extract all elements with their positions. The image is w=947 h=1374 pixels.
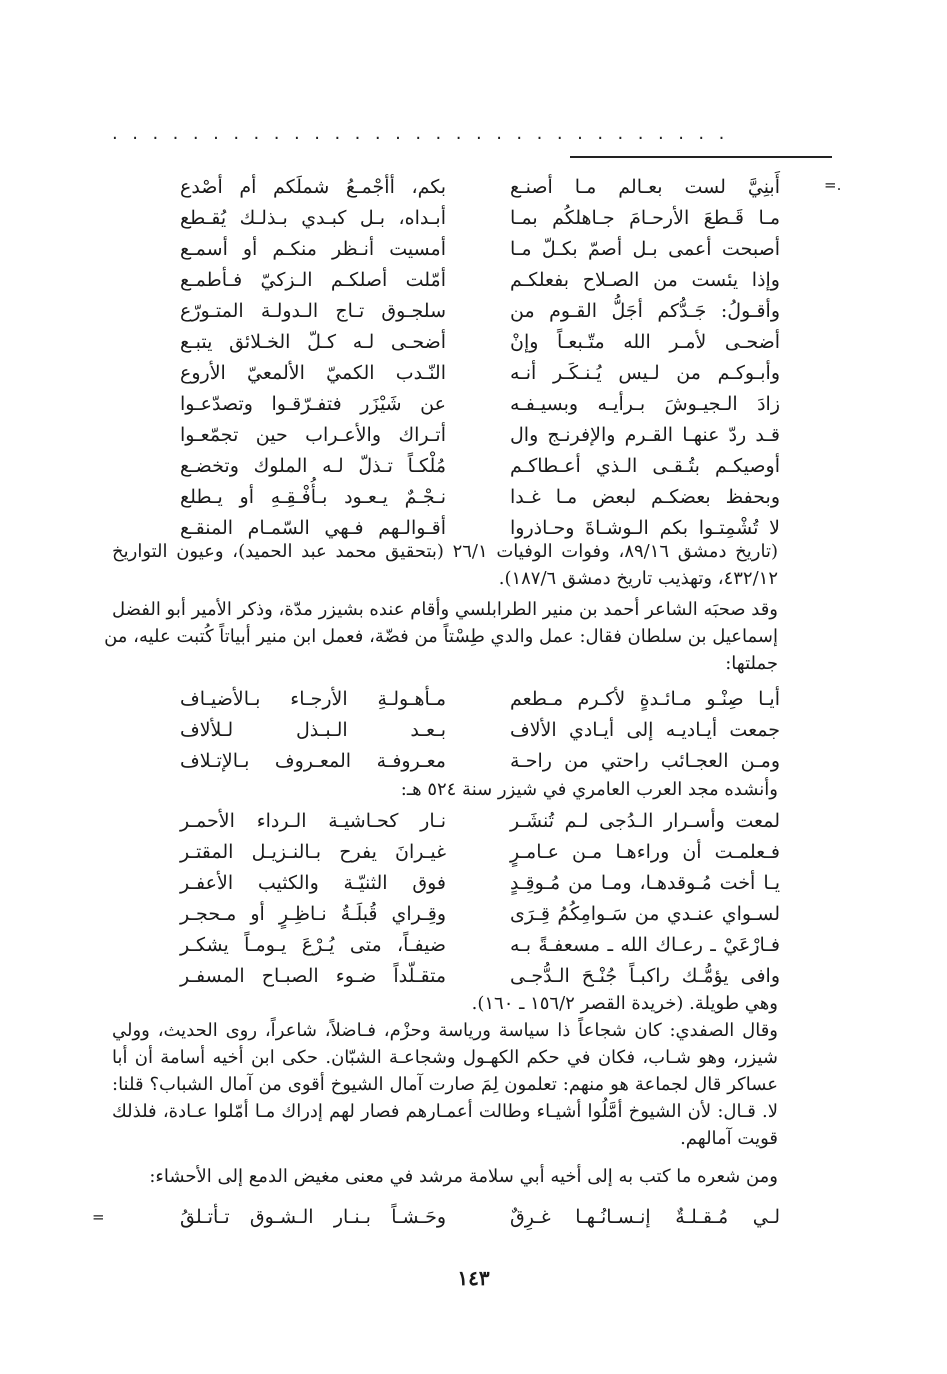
decorative-dotted-line: ............................... <box>112 124 739 144</box>
verse-line <box>180 420 780 451</box>
verse-line <box>180 806 780 837</box>
text-line: ومن شعره ما كتب به إلى أخيه أبي سلامة مرشد في معنى مغيض الدمع إلى الأحشاء: <box>149 1166 778 1187</box>
verse-second-hemistich: غيـرانَ يفرح بـالنـزيـل المقتـر <box>180 841 446 863</box>
text-line: قويت آمالهم. <box>680 1128 778 1149</box>
verse-line <box>180 746 780 777</box>
verse-line <box>180 296 780 327</box>
text-line: شيزر، وهو شـاب، فكان في حكم الكهـول وشجاعـة الشبّان. حكى ابن أخيه أسامة أن أبا <box>112 1047 778 1068</box>
paragraph-6 <box>112 1163 778 1190</box>
paragraph-3 <box>112 776 778 803</box>
text-line: (تاريخ دمشق ٨٩/١٦، وفوات الوفيات ٢٦/١ (بتحقيق محمد عبد الحميد)، وعيون التواريخ <box>112 541 778 562</box>
verse-second-hemistich: نـجْـمٌ يـعـود بـأُفْـقِـهِ أو يـطلع <box>180 486 446 508</box>
verse-second-hemistich: بـعـد الـبـذل لـلألاف <box>180 719 446 741</box>
text-line: وأنشده مجد العرب العامري في شيزر سنة ٥٢٤ هـ: <box>400 779 778 800</box>
verse-line <box>180 684 780 715</box>
text-line: لا. قـال: لأن الشيوخ أمَّلُوا أشيـاء وطالت أعمـارهم فصار لهم إدراك مـا أمّلوا عـادة، فلذلك <box>112 1101 778 1122</box>
verse-first-hemistich: قـد ردّ عنهـا القـرم والإفرنـج وال <box>510 424 780 446</box>
verse-first-hemistich: لسـواي عنـدي من سَـوامِكُمُ قِـرَى <box>510 903 780 925</box>
verse-first-hemistich: ومـن العجـائب راحتي من راحـة <box>510 750 780 772</box>
verse-second-hemistich: أمّلت أصلكـم الـزكيّ فـأطمـع <box>180 269 446 291</box>
header-rule <box>570 156 832 158</box>
verse-line <box>180 715 780 746</box>
citation-paragraph-1 <box>112 538 778 592</box>
verse-second-hemistich: بكم، أأجْمـعُ شملَكم أم أصْدع <box>180 176 446 198</box>
verse-second-hemistich: سلجـوق تـاج الـدولـة المتـورّع <box>180 300 446 322</box>
verse-line <box>180 203 780 234</box>
verse-first-hemistich: وبحفظ بعضكـم لبعض مـا غـدا <box>510 486 780 508</box>
text-line: وقال الصفدي: كان شجاعاً ذا سياسة ورياسة وحزْم، فـاضلاً، شاعراً، روى الحديث، وولي <box>112 1020 778 1041</box>
verse-line <box>180 234 780 265</box>
poem-block-1 <box>180 172 780 544</box>
poem-block-4 <box>180 1202 780 1233</box>
verse-second-hemistich: أقـوالـهم فـهي السّمـام المنقـع <box>180 517 446 539</box>
verse-first-hemistich: جمعت أيـاديـه إلى أيـادي الألاف <box>510 719 780 741</box>
verse-second-hemistich: متقـلّداً ضـوء الصبـاح المسفـر <box>180 965 446 987</box>
verse-first-hemistich: فـارْعَيْ ـ رعـاك الله ـ مسعفـةً بـه <box>510 934 780 956</box>
verse-line <box>180 265 780 296</box>
verse-line <box>180 899 780 930</box>
verse-second-hemistich: أمسيت أنـظر منكـم أو أسمـع <box>180 238 446 260</box>
verse-line <box>180 389 780 420</box>
verse-line <box>180 961 780 992</box>
verse-first-hemistich: أوصيكـم بتُـقـى الـذي أعـطاكـم <box>510 455 780 477</box>
verse-line <box>180 930 780 961</box>
verse-first-hemistich: زادَ الـجيـوشَ بـرأيـه وبسيـفـه <box>510 393 780 415</box>
verse-first-hemistich: وإذا يئست من الصـلاح بفعلكـم <box>510 269 780 291</box>
verse-second-hemistich: أضحـى لـه كـلّ الخـلائق يتبـع <box>180 331 446 353</box>
continuation-marker-bottom: = <box>92 1208 105 1226</box>
verse-first-hemistich: لا تُشْمِتـوا بكم الـوشـاةَ وحـاذروا <box>510 517 780 539</box>
verse-first-hemistich: وأقـولُ: جَـدُّكم أجَلُّ القـوم من <box>510 300 780 322</box>
text-line: وقد صحبَه الشاعر أحمد بن منير الطرابلسي وأقام عنده بشيزر مدّة، وذكر الأمير أبو الفضل <box>112 599 778 620</box>
verse-second-hemistich: معـروفـة المعـروف بـالإتـلاف <box>180 750 446 772</box>
verse-second-hemistich: أبـداه، بـل كبـدي بـذلـك يُقـطع <box>180 207 446 229</box>
verse-first-hemistich: لـي مُـقـلـةٌ إنـسـانُـهـا غـرِقٌ <box>510 1206 780 1228</box>
poem-block-3 <box>180 806 780 992</box>
verse-line <box>180 868 780 899</box>
verse-line <box>180 172 780 203</box>
verse-first-hemistich: وأبـوكـم من لـيس يُـنـكَـر أنـه <box>510 362 780 384</box>
verse-first-hemistich: فـعلمـت أن وراءهـا مـن عـامـرٍ <box>510 841 780 863</box>
text-line: وهي طويلة. (خريدة القصر ١٥٦/٢ ـ ١٦٠). <box>471 993 778 1014</box>
verse-second-hemistich: فوق الثنيّـة والكثيب الأعفـر <box>180 872 446 894</box>
paragraph-2 <box>104 596 778 677</box>
text-line: إسماعيل بن سلطان فقال: عمل والدي طِسْتاً من فضّة، فعمل ابن منير أبياتاً كُتبت عليه، من <box>104 626 778 647</box>
verse-second-hemistich: أتـراك والأعـراب حين تجمّعـوا <box>180 424 446 446</box>
page-number: ١٤٣ <box>457 1266 490 1290</box>
continuation-marker-top: =. <box>824 176 842 194</box>
verse-line <box>180 482 780 513</box>
verse-first-hemistich: أيـا صِنْـو مـائـدةٍ لأكـرم مـطعم <box>510 688 780 710</box>
verse-first-hemistich: أضحـى لأمـر الله متّـبعـاً وإنْ <box>510 331 780 353</box>
verse-first-hemistich: لمعت وأسـرار الـدُجى لـم تُنشَـر <box>510 810 780 832</box>
verse-second-hemistich: نـار كحـاشيـة الـرداء الأحمـر <box>180 810 446 832</box>
verse-first-hemistich: يـا أخت مُـوقدهـا، ومـا من مُـوقِـدٍ <box>510 872 780 894</box>
verse-first-hemistich: مـا قَـطعَ الأرحـامَ جـاهلكُم بمـا <box>510 207 780 229</box>
poem-block-2 <box>180 684 780 777</box>
text-line: عساكر قال لجماعة هو منهم: تعلمون لِمَ صارت آمال الشيوخ أقوى من آمال الشباب؟ قلنا: <box>112 1074 778 1095</box>
verse-line <box>180 327 780 358</box>
paragraph-5 <box>112 1017 778 1152</box>
verse-second-hemistich: مُلْكـاً تـذلّ لـه الملوك وتخضـع <box>180 455 446 477</box>
verse-second-hemistich: مـأهـولـةِ الأرجـاء بـالأضيـاف <box>180 688 446 710</box>
verse-second-hemistich: عن شَيْزَر فتفـرّقـوا وتصدّعـوا <box>180 393 446 415</box>
verse-first-hemistich: وافى يؤمُّـك راكبـاً جُنْـحَ الـدُّجـى <box>510 965 780 987</box>
verse-line <box>180 358 780 389</box>
verse-line <box>180 1202 780 1233</box>
verse-second-hemistich: النّـدب الكميّ الألمعيّ الأروع <box>180 362 446 384</box>
text-line: ٤٣٢/١٢، وتهذيب تاريخ دمشق ١٨٧/٦). <box>498 568 778 589</box>
verse-second-hemistich: وقِـراي قُبلَـةُ نـاظِـرٍ أو مـحجـر <box>180 903 446 925</box>
text-line: جملتها: <box>725 653 778 674</box>
citation-paragraph-4 <box>112 990 778 1017</box>
verse-line <box>180 451 780 482</box>
verse-first-hemistich: أَبنِيَّ لست بعـالم مـا أصنـع <box>510 176 780 198</box>
verse-first-hemistich: أصبحت أعمى بـل أصمّ بكـلّ مـا <box>510 238 780 260</box>
verse-line <box>180 837 780 868</box>
verse-second-hemistich: ضيفـاً، متى يُـرْعَ يـومـاً يشكـر <box>180 934 446 956</box>
verse-second-hemistich: وحَـشـاً بـنـار الـشـوق تـأتـلقُ <box>180 1206 446 1228</box>
